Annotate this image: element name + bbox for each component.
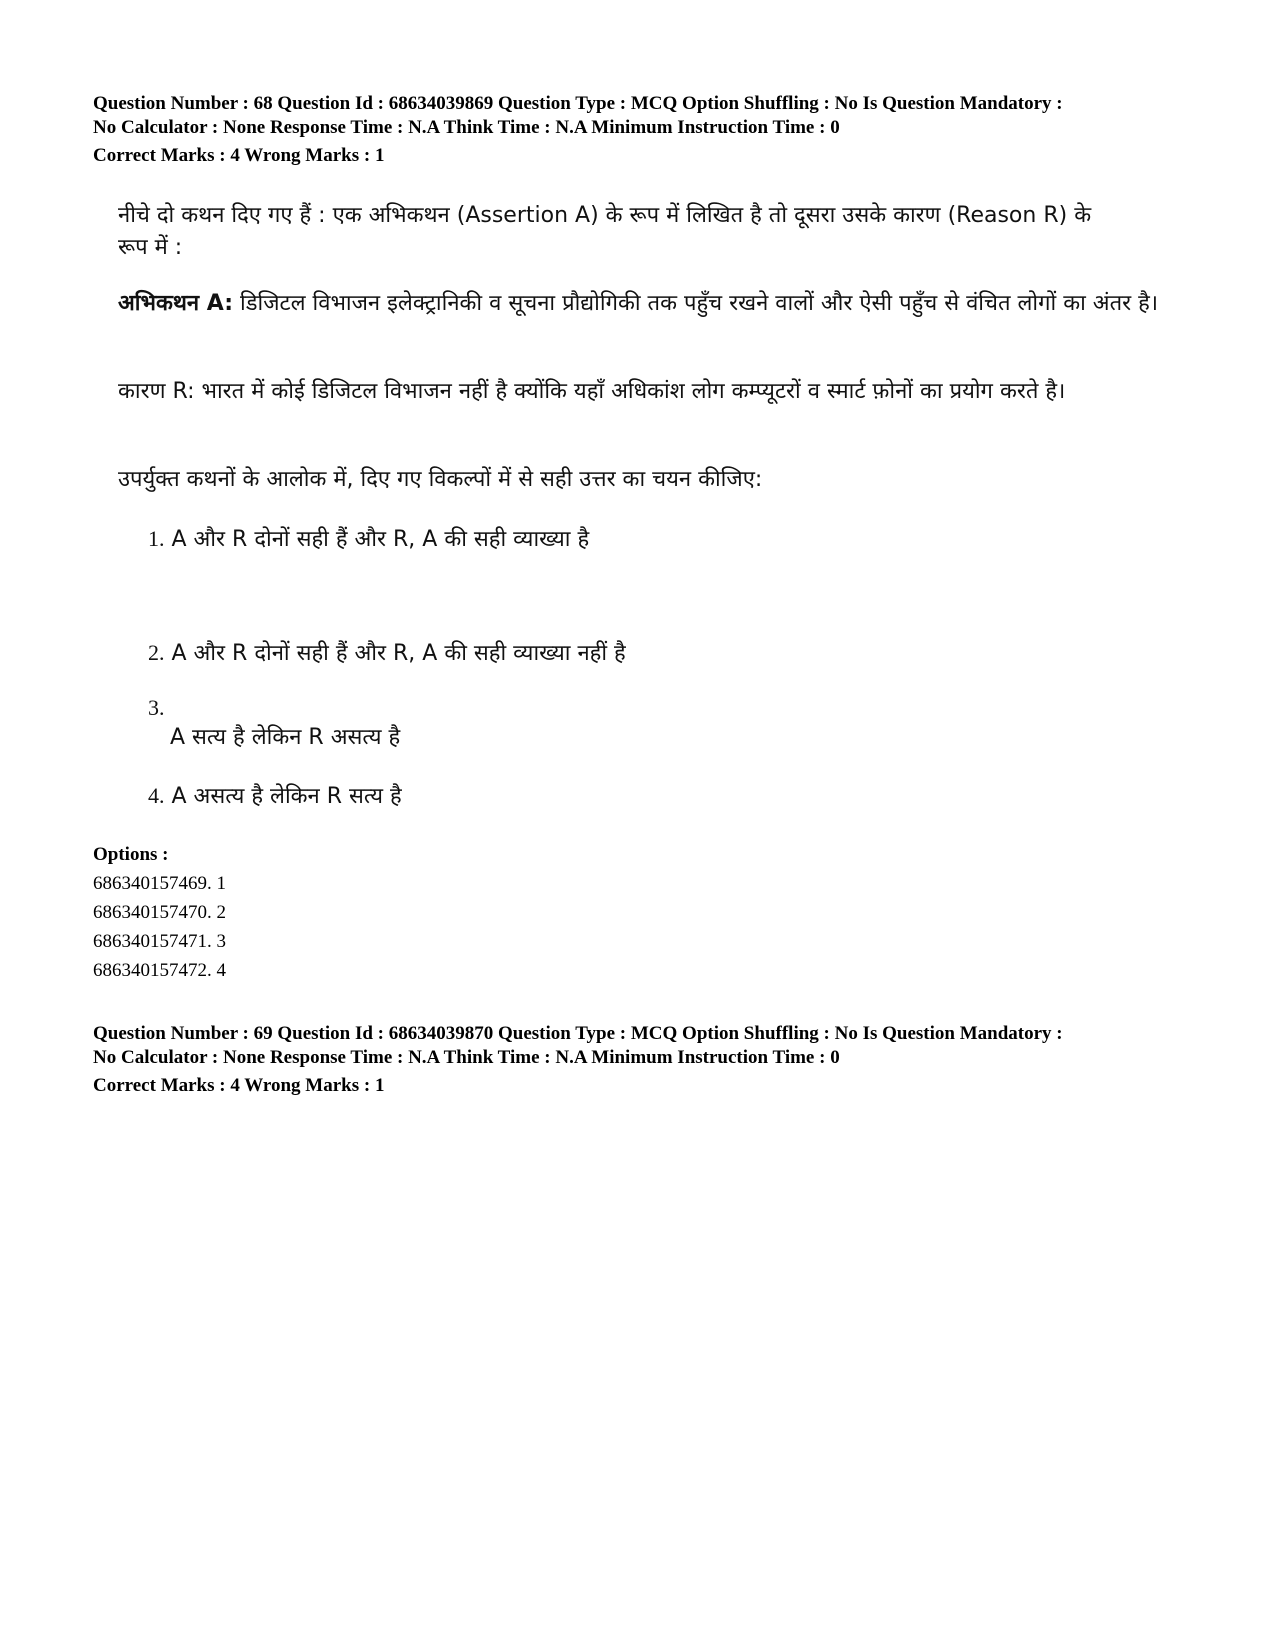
question-instruction: उपर्युक्त कथनों के आलोक में, दिए गए विकल्पों में से सही उत्तर का चयन कीजिए: bbox=[118, 467, 763, 492]
question-68-marks: Correct Marks : 4 Wrong Marks : 1 bbox=[93, 145, 385, 166]
choice-1 bbox=[148, 523, 589, 556]
reason-label: कारण R: bbox=[118, 379, 202, 404]
question-68-header bbox=[93, 92, 1203, 168]
choice-3-number-row bbox=[148, 692, 165, 725]
question-69-meta-line1: Question Number : 69 Question Id : 68634039870 Question Type : MCQ Option Shuffling : No Is Question Mandatory : bbox=[93, 1023, 1063, 1044]
assertion-text: डिजिटल विभाजन इलेक्ट्रानिकी व सूचना प्रौद्योगिकी तक पहुँच रखने वालों और ऐसी पहुँच से वंचित लोगों का अंतर है। bbox=[233, 291, 1159, 316]
question-intro-line2: रूप में : bbox=[118, 235, 183, 260]
choice-3-number: 3. bbox=[148, 695, 165, 720]
option-2: 686340157470. 2 bbox=[93, 902, 226, 923]
question-69-header bbox=[93, 1022, 1203, 1098]
choice-4-text: A असत्य है लेकिन R सत्य है bbox=[171, 784, 402, 809]
choice-1-number: 1. bbox=[148, 526, 165, 551]
assertion-label: अभिकथन A: bbox=[118, 291, 234, 316]
options-label: Options : bbox=[93, 844, 169, 865]
choice-2-number: 2. bbox=[148, 640, 165, 665]
option-1: 686340157469. 1 bbox=[93, 873, 226, 894]
choice-2 bbox=[148, 637, 626, 670]
option-3: 686340157471. 3 bbox=[93, 931, 226, 952]
question-68-meta-line1: Question Number : 68 Question Id : 68634039869 Question Type : MCQ Option Shuffling : No Is Question Mandatory : bbox=[93, 93, 1063, 114]
question-69-meta-line2: No Calculator : None Response Time : N.A Think Time : N.A Minimum Instruction Time : 0 bbox=[93, 1047, 840, 1068]
choice-2-text: A और R दोनों सही हैं और R, A की सही व्याख्या नहीं है bbox=[171, 641, 626, 666]
choice-3-text: A सत्य है लेकिन R असत्य है bbox=[170, 725, 401, 750]
reason-statement bbox=[118, 376, 1178, 408]
choice-3 bbox=[170, 722, 400, 754]
choice-4-number: 4. bbox=[148, 783, 165, 808]
question-68-meta-line2: No Calculator : None Response Time : N.A Think Time : N.A Minimum Instruction Time : 0 bbox=[93, 117, 840, 138]
question-69-marks: Correct Marks : 4 Wrong Marks : 1 bbox=[93, 1075, 385, 1096]
choice-4 bbox=[148, 780, 402, 813]
reason-text: भारत में कोई डिजिटल विभाजन नहीं है क्योंकि यहाँ अधिकांश लोग कम्प्यूटरों व स्मार्ट फ़ोनों का प्रयोग करते है। bbox=[201, 379, 1066, 404]
question-intro bbox=[118, 200, 1178, 264]
question-intro-line1: नीचे दो कथन दिए गए हैं : एक अभिकथन (Assertion A) के रूप में लिखित है तो दूसरा उसके कारण (Reason R) के bbox=[118, 203, 1092, 228]
assertion-statement bbox=[118, 288, 1178, 320]
choice-1-text: A और R दोनों सही हैं और R, A की सही व्याख्या है bbox=[171, 527, 590, 552]
option-4: 686340157472. 4 bbox=[93, 960, 226, 981]
options-list bbox=[93, 840, 226, 985]
